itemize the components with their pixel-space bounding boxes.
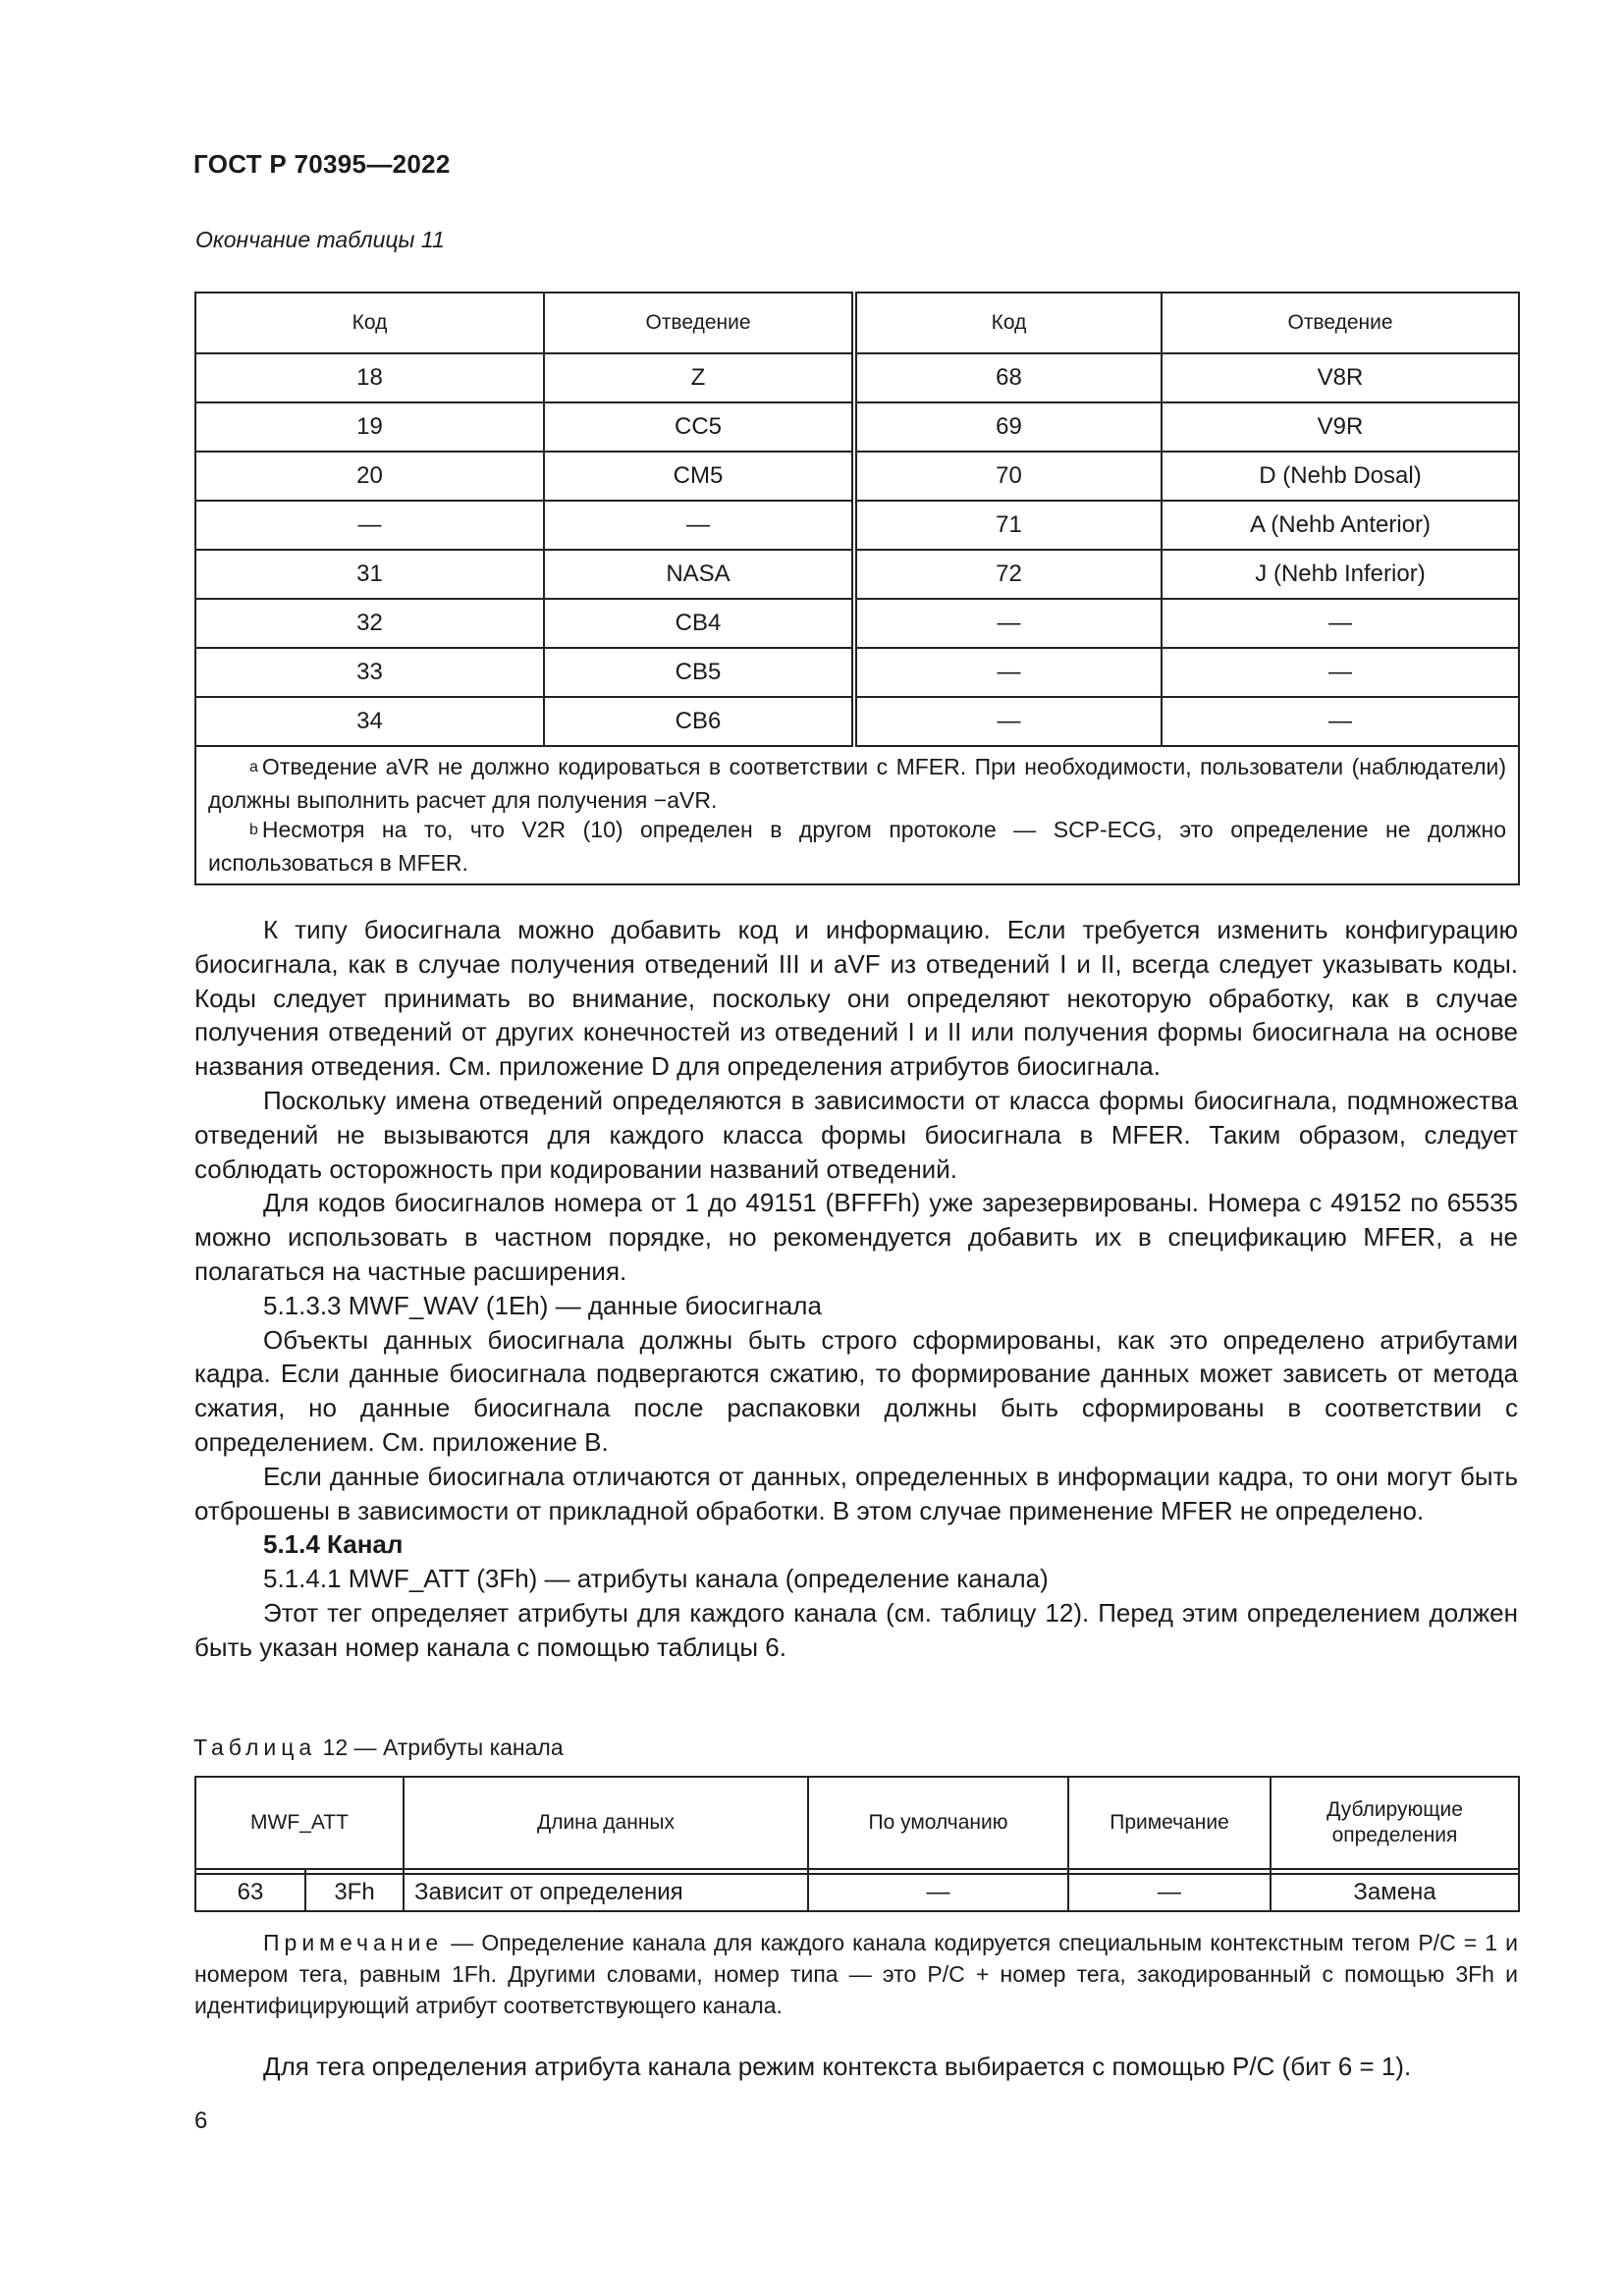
- paragraph: Если данные биосигнала отличаются от данных, определенных в информации кадра, то они могут быть отброшены в зависимости от прикладной обработки. В этом случае применение MFER не определено.: [194, 1461, 1518, 1525]
- column-header: Отведение: [1162, 293, 1519, 353]
- table-cell: A (Nehb Anterior): [1162, 501, 1519, 550]
- table-cell: —: [544, 501, 854, 550]
- table-cell: —: [854, 697, 1162, 746]
- section-heading: 5.1.4.1 MWF_ATT (3Fh) — атрибуты канала (определение канала): [263, 1564, 1049, 1594]
- table-cell: 63: [195, 1874, 305, 1911]
- footnote-mark: a: [249, 759, 258, 775]
- table-footnotes: [195, 746, 1519, 884]
- table-label: Таблица: [193, 1735, 317, 1760]
- table-cell: J (Nehb Inferior): [1162, 550, 1519, 599]
- table-cell: V8R: [1162, 353, 1519, 402]
- column-header: Отведение: [544, 293, 854, 353]
- table-cell: 20: [195, 452, 544, 501]
- section-heading: 5.1.4 Канал: [263, 1529, 404, 1560]
- table-cell: V9R: [1162, 402, 1519, 452]
- paragraph: Объекты данных биосигнала должны быть строго сформированы, как это определено атрибутами кадра. Если данные биосигнала подвергаются сжатию, то формирование данных может зависеть от метода сжатия, но данные биосигнала после распаковки должны быть сформированы в соответствии с определением. См. приложение B.: [194, 1324, 1518, 1457]
- table-cell: 72: [854, 550, 1162, 599]
- column-header: Примечание: [1068, 1777, 1271, 1869]
- document-header: ГОСТ Р 70395—2022: [193, 149, 451, 179]
- table-cell: CB5: [544, 648, 854, 697]
- table-11: [194, 292, 1520, 885]
- table-cell: —: [808, 1874, 1068, 1911]
- paragraph: Этот тег определяет атрибуты для каждого канала (см. таблицу 12). Перед этим определением должен быть указан номер канала с помощью таблицы 6.: [194, 1597, 1518, 1662]
- table-cell: —: [1162, 648, 1519, 697]
- table-row: [195, 648, 1519, 697]
- table-cell: 3Fh: [305, 1874, 404, 1911]
- table-footnotes-row: [195, 746, 1519, 884]
- table-cell: 34: [195, 697, 544, 746]
- footnote-text: Несмотря на то, что V2R (10) определен в другом протоколе — SCP-ECG, это определение не должно использоваться в MFER.: [208, 817, 1506, 876]
- table-12-caption: [193, 1735, 564, 1761]
- table-cell: 33: [195, 648, 544, 697]
- column-header: Код: [195, 293, 544, 353]
- table-cell: —: [1162, 697, 1519, 746]
- table-cell: —: [1068, 1874, 1271, 1911]
- table-title: 12 — Атрибуты канала: [322, 1735, 564, 1760]
- table-row: [195, 353, 1519, 402]
- table-header-row: [195, 293, 1519, 353]
- table-cell: —: [854, 648, 1162, 697]
- table-cell: 32: [195, 599, 544, 648]
- table-12-note: [194, 1927, 1518, 2021]
- table-cell: CM5: [544, 452, 854, 501]
- table-cell: CB4: [544, 599, 854, 648]
- footnote-mark: b: [249, 822, 258, 838]
- paragraph: Для тега определения атрибута канала режим контекста выбирается с помощью P/C (бит 6 = 1).: [263, 2052, 1412, 2081]
- table-cell: 68: [854, 353, 1162, 402]
- body-text: [194, 913, 1518, 1665]
- column-header: Длина данных: [404, 1777, 808, 1869]
- table-cell: CC5: [544, 402, 854, 452]
- table-continuation-caption: Окончание таблицы 11: [195, 227, 445, 252]
- table-header-row: [195, 1777, 1519, 1869]
- table-cell: Z: [544, 353, 854, 402]
- page-number: 6: [194, 2108, 208, 2134]
- table-cell: —: [1162, 599, 1519, 648]
- table-cell: 70: [854, 452, 1162, 501]
- table-cell: 18: [195, 353, 544, 402]
- footnote-text: Отведение aVR не должно кодироваться в соответствии с MFER. При необходимости, пользователи (наблюдатели) должны выполнить расчет для получения −aVR.: [208, 754, 1506, 813]
- table-row: [195, 1874, 1519, 1911]
- column-header: Дублирующие определения: [1271, 1777, 1519, 1869]
- table-cell: 31: [195, 550, 544, 599]
- table-cell: Замена: [1271, 1874, 1519, 1911]
- table-cell: 19: [195, 402, 544, 452]
- table-cell: CB6: [544, 697, 854, 746]
- column-header: MWF_ATT: [195, 1777, 404, 1869]
- table-cell: —: [195, 501, 544, 550]
- table-row: [195, 402, 1519, 452]
- paragraph: К типу биосигнала можно добавить код и информацию. Если требуется изменить конфигурацию биосигнала, как в случае получения отведений III и aVF из отведений I и II, всегда следует указывать коды. Коды следует принимать во внимание, поскольку они определяют некоторую обработку, как в случае получения отведений от других конечностей из отведений I и II или получения формы биосигнала на основе названия отведения. См. приложение D для определения атрибутов биосигнала.: [194, 915, 1518, 1082]
- table-cell: 69: [854, 402, 1162, 452]
- table-row: [195, 697, 1519, 746]
- table-cell: NASA: [544, 550, 854, 599]
- table-row: [195, 550, 1519, 599]
- table-cell: D (Nehb Dosal): [1162, 452, 1519, 501]
- note-label: Примечание: [263, 1930, 444, 1955]
- table-row: [195, 599, 1519, 648]
- table-cell: 71: [854, 501, 1162, 550]
- section-heading: 5.1.3.3 MWF_WAV (1Eh) — данные биосигнала: [263, 1290, 822, 1320]
- column-header: Код: [854, 293, 1162, 353]
- table-row: [195, 452, 1519, 501]
- table-12: [194, 1776, 1520, 1912]
- table-cell: —: [854, 599, 1162, 648]
- footnote-b: [208, 815, 1506, 878]
- paragraph: Поскольку имена отведений определяются в зависимости от класса формы биосигнала, подмножества отведений не вызываются для каждого класса формы биосигнала в MFER. Таким образом, следует соблюдать осторожность при кодировании названий отведений.: [194, 1085, 1518, 1184]
- table-row: [195, 501, 1519, 550]
- column-header: По умолчанию: [808, 1777, 1068, 1869]
- note-text: — Определение канала для каждого канала кодируется специальным контекстным тегом P/C = 1 и номером тега, равным 1Fh. Другими словами, номер типа — это P/C + номер тега, закодированный с помощью 3Fh и идентифицирующий атрибут соответствующего канала.: [194, 1930, 1519, 2018]
- table-cell: Зависит от определения: [404, 1874, 808, 1911]
- footnote-a: [208, 752, 1506, 815]
- paragraph: Для кодов биосигналов номера от 1 до 49151 (BFFFh) уже зарезервированы. Номера с 49152 по 65535 можно использовать в частном порядке, но рекомендуется добавить их в спецификацию MFER, а не полагаться на частные расширения.: [194, 1188, 1518, 1286]
